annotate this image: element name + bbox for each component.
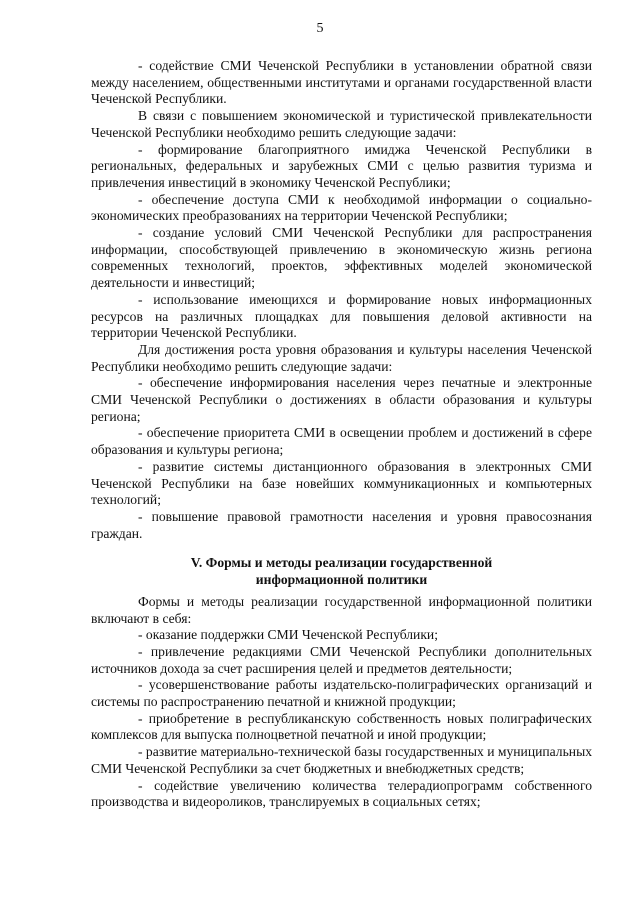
paragraph-image-formation: - формирование благоприятного имиджа Чеченской Республики в региональных, федеральных и зарубежных СМИ с целью развития туризма и привлечения инвестиций в экономику Чеченской Республики; bbox=[91, 141, 592, 190]
paragraph-info-resources: - использование имеющихся и формирование новых информационных ресурсов на различных площадках для повышения деловой активности на территории Чеченской Республики. bbox=[91, 291, 592, 341]
paragraph-distance-education: - развитие системы дистанционного образования в электронных СМИ Чеченской Республики на базе новейших коммуникационных и компьютерных технологий; bbox=[91, 458, 592, 508]
section-heading bbox=[91, 555, 592, 588]
paragraph-education-intro: Для достижения роста уровня образования и культуры населения Чеченской Республики необходимо решить следующие задачи: bbox=[91, 341, 592, 374]
paragraph-forms-intro: Формы и методы реализации государственной информационной политики включают в себя: bbox=[91, 593, 592, 626]
paragraph-conditions: - создание условий СМИ Чеченской Республики для распространения информации, способствующей привлечению в экономическую жизнь региона современных технологий, проектов, эффективных моделей экономической деятельности и инвестиций; bbox=[91, 225, 592, 291]
paragraph-informing: - обеспечение информирования населения через печатные и электронные СМИ Чеченской Республики о достижениях в области образования и культуры региона; bbox=[91, 375, 592, 424]
paragraph-legal-literacy: - повышение правовой грамотности населения и уровня правосознания граждан. bbox=[91, 508, 592, 541]
paragraph-economic-intro: В связи с повышением экономической и туристической привлекательности Чеченской Республики необходимо решить следующие задачи: bbox=[91, 108, 592, 140]
paragraph-income-sources: - привлечение редакциями СМИ Чеченской Республики дополнительных источников дохода за счет расширения целей и предметов деятельности; bbox=[91, 643, 592, 676]
paragraph-tv-radio: - содействие увеличению количества телерадиопрограмм собственного производства и видеороликов, транслируемых в социальных сетях; bbox=[91, 777, 592, 810]
paragraph-support: - оказание поддержки СМИ Чеченской Республики; bbox=[138, 627, 438, 643]
section-heading-line-1: V. Формы и методы реализации государственной bbox=[190, 555, 493, 571]
paragraph-info-access: - обеспечение доступа СМИ к необходимой информации о социально-экономических преобразованиях на территории Чеченской Республики; bbox=[91, 191, 592, 224]
document-body bbox=[91, 58, 592, 811]
paragraph-printing-complexes: - приобретение в республиканскую собственность новых полиграфических комплексов для выпуска полноцветной печатной и иной продукции; bbox=[91, 710, 592, 743]
section-heading-line-2: информационной политики bbox=[255, 572, 428, 588]
paragraph-publishing: - усовершенствование работы издательско-полиграфических организаций и системы по распространению печатной и книжной продукции; bbox=[91, 677, 592, 710]
paragraph-material-base: - развитие материально-технической базы государственных и муниципальных СМИ Чеченской Республики за счет бюджетных и внебюджетных средств; bbox=[91, 744, 592, 776]
paragraph-priority: - обеспечение приоритета СМИ в освещении проблем и достижений в сфере образования и культуры региона; bbox=[91, 425, 592, 458]
paragraph-feedback: - содействие СМИ Чеченской Республики в установлении обратной связи между населением, общественными институтами и органами государственной власти Чеченской Республики. bbox=[91, 58, 592, 107]
page-number: 5 bbox=[316, 21, 324, 36]
